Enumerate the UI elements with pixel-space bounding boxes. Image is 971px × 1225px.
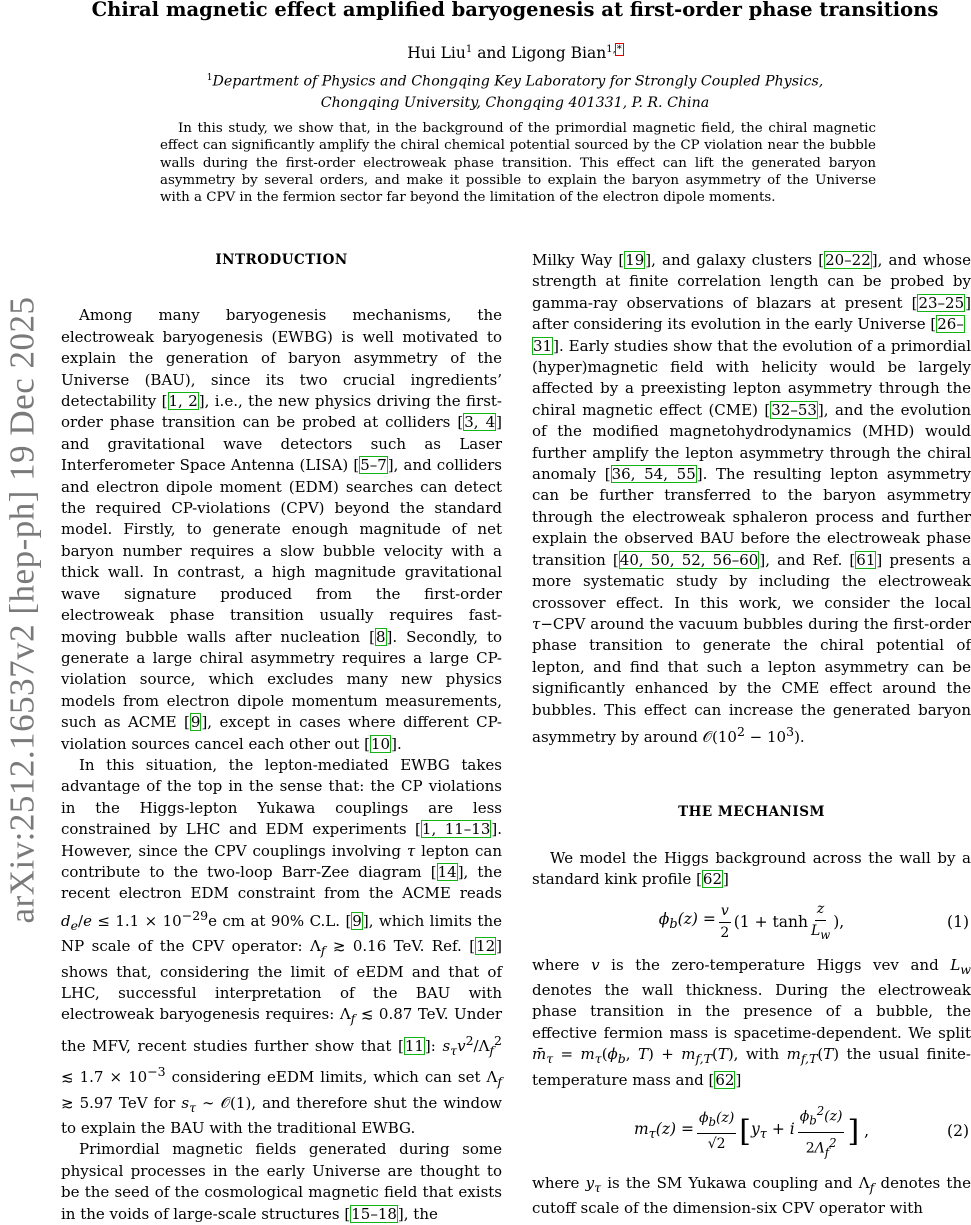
paragraph: In this situation, the lepton-mediated EWBG takes advantage of the top in the sense that: the CP violations in the Higgs-lepton Yukawa couplings are less constrained by LHC and EDM experiments [1, 11–13]. However, since the CPV couplings involving τ lepton can contribute to the two-loop Barr-Zee diagram [14], the recent electron EDM constraint from the ACME reads $d_e/e \le 1.1 \times 10^{-29}e$ cm at 90% C.L. [9], which limits the NP scale of the CPV operator: $\Lambda_f$ ≳ 0.16 TeV. Ref. [12] shows that, considering the limit of eEDM and that of LHC, successful interpretation of the BAU with electroweak baryogenesis requires: $\Lambda_f$ ≲ 0.87 TeV. Under the MFV, recent studies further show that [11]: $s_\tau v^2/\Lambda_f^2$ ≲ $1.7 \times 10^{-3}$ considering eEDM limits, which can set $\Lambda_f$ ≳ 5.97 TeV for $s_\tau$ ∼ 𝒪(1), and therefore shut the window to explain the BAU with the traditional EWBG. (61, 755, 503, 1138)
paragraph: Among many baryogenesis mechanisms, the electroweak baryogenesis (EWBG) is well motivated to explain the generation of baryon asymmetry of the Universe (BAU), since its two crucial ingredients’ detectability [1, 2], i.e., the new physics driving the first-order phase transition can be probed at colliders [3, 4] and gravitational wave detectors such as Laser Interferometer Space Antenna (LISA) [5–7], and colliders and electron dipole moment (EDM) searches can detect the required CP-violations (CPV) beyond the standard model. Firstly, to generate enough magnitude of net baryon number requires a slow bubble velocity with a thick wall. In contrast, a high magnitude gravitational wave signature produced from the first-order electroweak phase transition usually requires fast-moving bubble walls after nucleation [8]. Secondly, to generate a large chiral asymmetry requires a large CP-violation source, which excludes many new physics models from electron dipole momentum measurements, such as ACME [9], except in cases where different CP-violation sources cancel each other out [10]. (61, 306, 503, 753)
citation-link[interactable]: 26– (937, 315, 964, 334)
paragraph: where $y_\tau$ is the SM Yukawa coupling and $\Lambda_f$ denotes the cutoff scale of the dimension-six CPV operator with (532, 1174, 971, 1218)
equation-number: (1) (947, 912, 969, 931)
citation-link[interactable]: 32–53 (771, 400, 817, 419)
author-name: Hui Liu (407, 44, 466, 63)
equation-number: (2) (947, 1122, 969, 1141)
citation-link[interactable]: 61 (856, 550, 876, 569)
citation-link[interactable]: 19 (625, 251, 645, 269)
citation-link[interactable]: 5–7 (360, 456, 387, 475)
right-column (532, 250, 971, 1220)
left-column (61, 250, 502, 1225)
affiliation-line: Chongqing University, Chongqing 401331, P. R. China (320, 94, 710, 111)
citation-link[interactable]: 20–22 (825, 251, 871, 269)
citation-link[interactable]: 14 (437, 862, 457, 881)
author-conjunction: and (477, 44, 507, 63)
author-name: Ligong Bian (511, 44, 607, 63)
author-list (60, 44, 970, 62)
citation-link[interactable]: 12 (476, 937, 496, 956)
author-affiliation-mark: 1, (606, 44, 616, 55)
citation-link[interactable]: 9 (190, 713, 201, 732)
paragraph: We model the Higgs background across the wall by a standard kink profile [62] (532, 848, 971, 889)
citation-link[interactable]: 15–18 (351, 1204, 397, 1223)
citation-link[interactable]: 9 (352, 911, 362, 930)
arxiv-identifier: arXiv:2512.16537v2 [hep-ph] 19 Dec 2025 (2, 296, 42, 924)
citation-link[interactable]: 36, 54, 55 (611, 465, 696, 484)
section-heading-introduction: INTRODUCTION (215, 252, 348, 268)
citation-link[interactable]: 23–25 (918, 293, 965, 312)
equation-1: $\phi_b(z)$ = $\frac{v}{2}$ (1 + tanh $\frac{z}{L_w}$ ), (1) (658, 900, 969, 942)
citation-link[interactable]: 1, 11–13 (421, 820, 491, 839)
paragraph: Primordial magnetic fields generated during some physical processes in the early Universe are thought to be the seed of the cosmological magnetic field that exists in the voids of large-scale structures [15–18], the (61, 1140, 502, 1223)
citation-link[interactable]: 11 (404, 1036, 424, 1055)
paper-title: Chiral magnetic effect amplified baryogenesis at first-order phase transitions (91, 0, 939, 21)
corresponding-author-link[interactable]: * (616, 44, 622, 55)
citation-link[interactable]: 40, 50, 52, 56–60 (619, 550, 759, 569)
equation-2: $m_\tau(z)$ = $\frac{\phi_b(z)}{√2}$ [ $y_\tau + i$ $\frac{\phi_b^2(z)}{2\Lambda_f^2}$ ] , (2) (532, 1091, 971, 1173)
citation-link[interactable]: 8 (376, 627, 386, 646)
abstract: In this study, we show that, in the background of the primordial magnetic field, the chiral magnetic effect can significantly amplify the chiral chemical potential sourced by the CP violation near the bubble walls during the first-order electroweak phase transition. This effect can lift the generated baryon asymmetry by several orders, and make it possible to explain the baryon asymmetry of the Universe with a CPV in the fermion sector far beyond the limitation of the electron dipole moments. (160, 121, 876, 206)
paragraph: Milky Way [19], and galaxy clusters [20–22], and whose strength at finite correlation length can be probed by gamma-ray observations of blazars at present [23–25] after considering its evolution in the early Universe [26– 31]. Early studies show that the evolution of a primordial (hyper)magnetic field with helicity would be largely affected by a preexisting lepton asymmetry through the chiral magnetic effect (CME) [32–53], and the evolution of the modified magnetohydrodynamics (MHD) would further amplify the lepton asymmetry through the chiral anomaly [36, 54, 55]. The resulting lepton asymmetry can be further transferred to the baryon asymmetry through the electroweak sphaleron process and further explain the observed BAU before the electroweak phase transition [40, 50, 52, 56–60], and Ref. [61] presents a more systematic study by including the electroweak crossover effect. In this work, we consider the local τ−CPV around the vacuum bubbles during the first-order phase transition to generate the chiral potential of lepton, and find that such a lepton asymmetry can be significantly enhanced by the CME effect around the bubbles. This effect can increase the generated baryon asymmetry by around $𝒪(10^2 - 10^3)$. (532, 251, 971, 746)
citation-link[interactable]: 10 (371, 734, 391, 753)
section-heading-mechanism: THE MECHANISM (678, 804, 825, 821)
affiliation (60, 68, 970, 114)
affiliation-line: Department of Physics and Chongqing Key Laboratory for Strongly Coupled Physics, (212, 73, 824, 90)
arxiv-stamp (2, 290, 42, 930)
affiliation-mark: 1 (206, 73, 213, 83)
citation-link[interactable]: 31 (533, 336, 553, 355)
citation-link[interactable]: 1, 2 (168, 392, 198, 411)
paragraph: where v is the zero-temperature Higgs vev and $L_w$ denotes the wall thickness. During the electroweak phase transition in the presence of a bubble, the effective fermion mass is spacetime-dependent. We split $m̄_\tau = m_\tau(\phi_b$, $T) + m_{f,T}(T)$, with $m_{f,T}(T)$ the usual finite-temperature mass and [62] (532, 955, 971, 1089)
citation-link[interactable]: 62 (702, 870, 723, 889)
citation-link[interactable]: 62 (715, 1070, 735, 1089)
citation-link[interactable]: 3, 4 (464, 413, 496, 432)
author-affiliation-mark: 1 (465, 44, 473, 55)
